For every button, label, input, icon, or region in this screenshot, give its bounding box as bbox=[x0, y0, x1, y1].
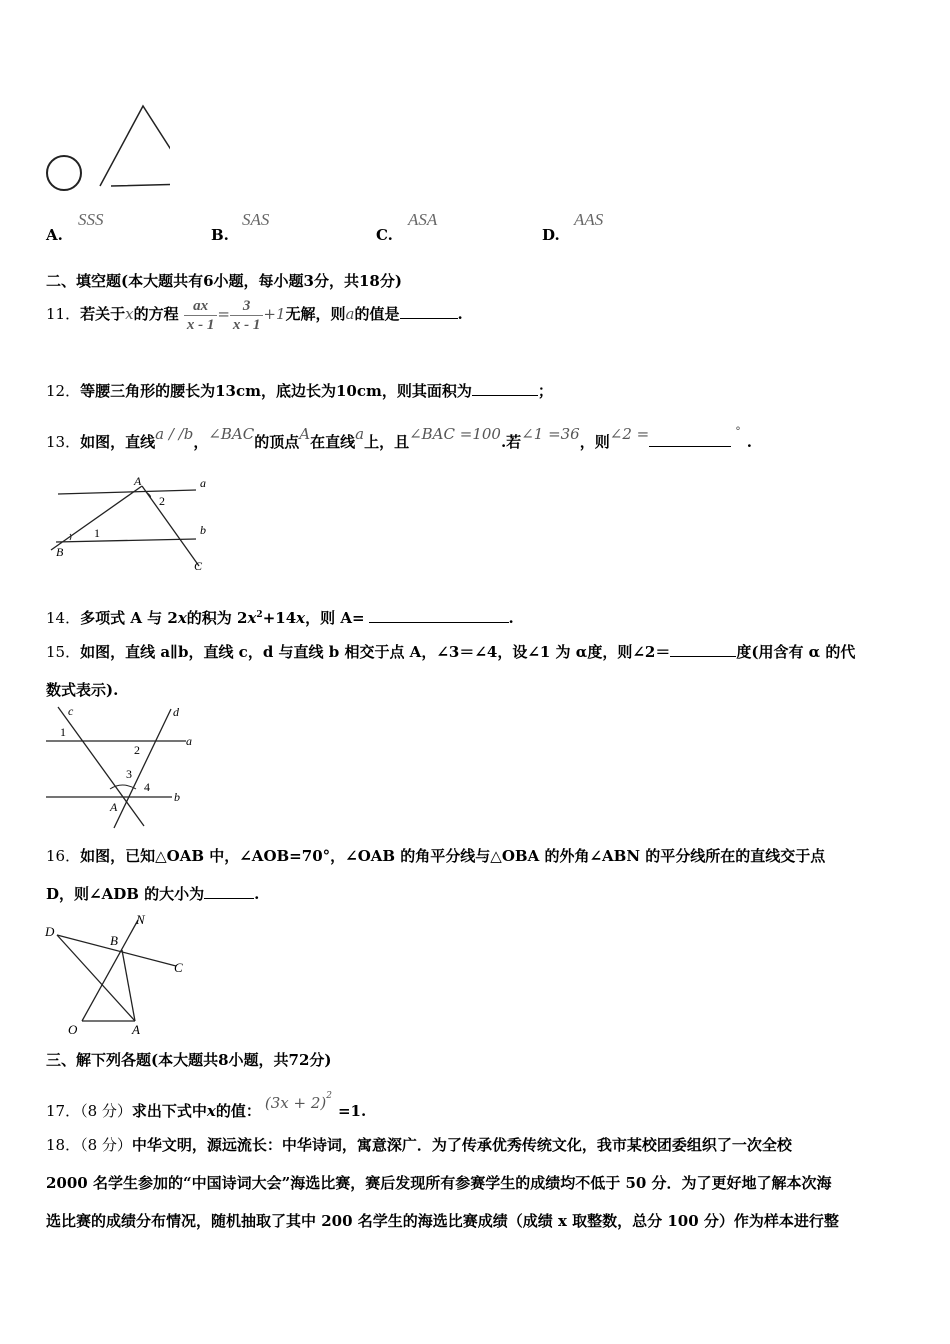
line-da bbox=[57, 935, 135, 1021]
q11-plus: +1 bbox=[263, 305, 286, 323]
q18-number: 18． bbox=[46, 1136, 81, 1154]
question-18-line3: 选比赛的成绩分布情况，随机抽取了其中 200 名学生的海选比赛成绩（成绩 x 取整数，总分 100 分）作为样本进行整 bbox=[46, 1212, 839, 1230]
q11-answer-blank[interactable] bbox=[400, 304, 458, 319]
label-a: a bbox=[186, 734, 192, 748]
label-N: N bbox=[136, 912, 145, 927]
q17-number: 17． bbox=[46, 1102, 81, 1120]
option-a-value: SSS bbox=[78, 210, 104, 229]
label-b: b bbox=[174, 790, 180, 804]
q11-number: 11． bbox=[46, 305, 81, 323]
label-c: c bbox=[68, 704, 74, 718]
label-O: O bbox=[68, 1022, 78, 1037]
q15-answer-blank[interactable] bbox=[670, 642, 736, 657]
q12-text: 等腰三角形的腰长为13cm，底边长为10cm，则其面积为 bbox=[80, 382, 472, 400]
q10-figure bbox=[40, 100, 170, 200]
q13-math: ∠BAC =100 bbox=[409, 425, 501, 443]
q11-var: a bbox=[345, 305, 355, 323]
label-B: B bbox=[110, 933, 118, 948]
circle-shape bbox=[47, 156, 81, 190]
label-D: D bbox=[45, 924, 55, 939]
question-11: 11．若关于x的方程 $\frac{ax}{x - 1}$ = $\frac{3}{x - 1}$ +1无解，则a的值是 . bbox=[46, 297, 463, 333]
q13-answer-blank[interactable] bbox=[649, 432, 731, 447]
q12-number: 12． bbox=[46, 382, 81, 400]
q11-text: 的方程 bbox=[133, 305, 179, 323]
label-A: A bbox=[134, 474, 142, 488]
question-16-line2: D，则∠ADB 的大小为 . bbox=[46, 885, 260, 903]
option-b-letter: B. bbox=[211, 226, 229, 244]
q15-figure bbox=[44, 704, 204, 834]
triangle-shape bbox=[100, 106, 170, 186]
q12-answer-blank[interactable] bbox=[472, 381, 538, 396]
q11-text: 若关于 bbox=[80, 305, 126, 323]
question-17: 17．（8 分）求出下式中x的值： $(3x + 2)^2=1$. bbox=[46, 1091, 367, 1120]
q10-options bbox=[46, 210, 706, 246]
q13-math: a / /b bbox=[155, 425, 194, 443]
question-18-line2: 2000 名学生参加的“中国诗词大会”海选比赛，赛后发现所有参赛学生的成绩均不低于 50 分．为了更好地了解本次海 bbox=[46, 1174, 832, 1192]
option-d-value: AAS bbox=[574, 210, 604, 229]
q14-answer-blank[interactable] bbox=[369, 608, 509, 623]
q11-fraction-1: $\frac{ax}{x - 1}$ bbox=[184, 297, 218, 334]
label-2: 2 bbox=[134, 743, 140, 757]
q14-number: 14． bbox=[46, 609, 81, 627]
label-C: C bbox=[174, 960, 183, 975]
q13-math: ∠2 = bbox=[609, 425, 650, 443]
question-15-line2: 数式表示). bbox=[46, 681, 119, 699]
line-a bbox=[58, 490, 196, 494]
line-ba bbox=[122, 950, 135, 1021]
label-d: d bbox=[173, 705, 179, 719]
q11-text: 的值是 bbox=[354, 305, 400, 323]
label-a: a bbox=[200, 476, 206, 490]
option-a-letter: A. bbox=[46, 226, 63, 244]
q16-answer-blank[interactable] bbox=[204, 884, 254, 899]
label-4: 4 bbox=[144, 780, 150, 794]
q13-number: 13． bbox=[46, 433, 81, 451]
q11-var: x bbox=[125, 305, 134, 323]
label-1: 1 bbox=[94, 526, 100, 540]
question-15: 15．如图，直线 a∥b，直线 c，d 与直线 b 相交于点 A，∠3＝∠4，设∠1 为 α度，则∠2＝ 度(用含有 α 的代 bbox=[46, 643, 856, 661]
label-A: A bbox=[110, 800, 118, 814]
q17-expression: (3x + 2) bbox=[264, 1094, 327, 1112]
question-14: 14．多项式 A 与 2x的积为 $2x^2+14x$，则 A= . bbox=[46, 609, 514, 627]
q11-fraction-2: $\frac{3}{x - 1}$ bbox=[230, 297, 264, 334]
question-18: 18．（8 分）中华文明，源远流长：中华诗词，寓意深广．为了传承优秀传统文化，我市某校团委组织了一次全校 bbox=[46, 1136, 792, 1154]
q13-math: ∠1 =36 bbox=[521, 425, 580, 443]
option-d-letter: D. bbox=[542, 226, 560, 244]
q15-number: 15． bbox=[46, 643, 81, 661]
option-c-value: ASA bbox=[408, 210, 438, 229]
label-3: 3 bbox=[126, 767, 132, 781]
section-2-title: 二、填空题(本大题共有6小题，每小题3分，共18分) bbox=[46, 272, 402, 290]
label-A: A bbox=[132, 1022, 140, 1037]
label-1: 1 bbox=[60, 725, 66, 739]
label-2: 2 bbox=[159, 494, 165, 508]
line-d bbox=[114, 709, 171, 828]
q11-text: 无解，则 bbox=[285, 305, 346, 323]
q13-math: a bbox=[355, 425, 365, 443]
question-16: 16．如图，已知△OAB 中，∠AOB=70°，∠OAB 的角平分线与△OBA 的外角∠ABN 的平分线所在的直线交于点 bbox=[46, 847, 826, 865]
question-13: 13．如图，直线a / /b，∠BAC的顶点A在直线a上，且∠BAC =100.若∠1 =36，则∠2 = °. bbox=[46, 425, 752, 451]
q13-math: A bbox=[299, 425, 311, 443]
label-B: B bbox=[56, 545, 64, 559]
option-c-letter: C. bbox=[376, 226, 393, 244]
line-b bbox=[56, 539, 196, 542]
question-12: 12．等腰三角形的腰长为13cm，底边长为10cm，则其面积为 ； bbox=[46, 382, 553, 400]
q11-eq: = bbox=[217, 305, 230, 323]
label-b: b bbox=[200, 523, 206, 537]
q13-figure bbox=[46, 470, 226, 580]
option-b-value: SAS bbox=[242, 210, 270, 229]
q17-score: （8 分） bbox=[80, 1102, 132, 1120]
q13-math: ∠BAC bbox=[208, 425, 255, 443]
section-3-title: 三、解下列各题(本大题共8小题，共72分) bbox=[46, 1051, 332, 1069]
q18-score: （8 分） bbox=[80, 1136, 132, 1154]
q16-number: 16． bbox=[46, 847, 81, 865]
q16-figure bbox=[40, 908, 200, 1038]
label-C: C bbox=[194, 559, 203, 573]
